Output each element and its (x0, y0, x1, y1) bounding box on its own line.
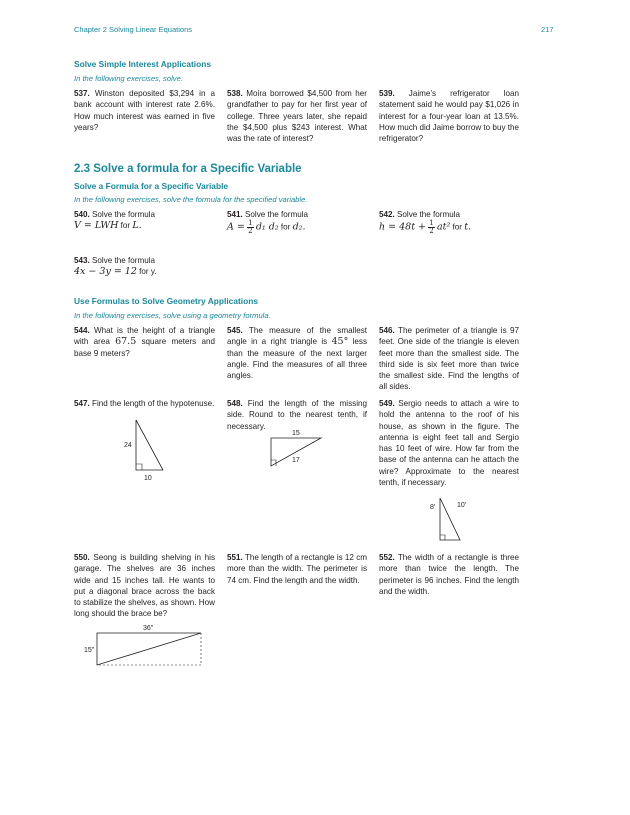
formula: 4x − 3y = 12 (74, 266, 137, 278)
exercise-number: 541. (227, 210, 243, 219)
label-width: 36" (143, 625, 154, 632)
exercise-544 (74, 325, 215, 359)
exercise-539 (379, 88, 519, 144)
antenna-figure-549 (425, 495, 475, 545)
exercise-551 (227, 552, 367, 586)
shelf-brace-figure-550 (80, 620, 210, 670)
fraction-numerator: 1 (429, 219, 434, 228)
exercise-542 (379, 209, 519, 235)
exercise-text: The measure of the smallest angle in a right triangle is (227, 326, 367, 347)
section-number: 2.3 (74, 163, 90, 175)
formula-rest: d₁ d₂ (255, 221, 279, 233)
section-heading-2-3 (74, 163, 302, 175)
exercise-number: 550. (74, 553, 90, 562)
formula-lhs: h = 48t + (379, 221, 427, 233)
label-height: 15" (84, 647, 95, 654)
formula: V = LWH (74, 220, 119, 232)
exercise-543 (74, 255, 215, 278)
exercise-text: Solve the formula (92, 210, 155, 219)
exercise-546 (379, 325, 519, 393)
exercise-text: Solve the formula (92, 256, 155, 265)
fraction-denominator: 2 (429, 227, 434, 236)
exercise-545 (227, 325, 367, 381)
subsection-title-formula: Solve a Formula for a Specific Variable (74, 181, 229, 191)
exercise-text: The length of a rectangle is 12 cm more than the width. The perimeter is 74 cm. Find the length and the width. (227, 553, 367, 585)
right-angle-marker (136, 464, 142, 470)
instruction-formula: In the following exercises, solve the formula for the specified variable. (74, 195, 308, 204)
exercise-text-cont: square meters and base 9 meters? (74, 337, 215, 358)
exercise-text: Find the length of the hypotenuse. (92, 399, 215, 408)
exercise-538 (227, 88, 367, 144)
label-base: 10 (144, 475, 152, 482)
exercise-text: The perimeter of a triangle is 97 feet. One side of the triangle is eleven feet more than the smallest side. The third side is six feet more than twice the smallest side. Find the lengths of all sides. (379, 326, 519, 392)
label-hypotenuse: 17 (292, 457, 300, 464)
section-title: Solve a formula for a Specific Variable (93, 163, 302, 175)
exercise-text-cont: less than the measure of the next larger angle. Find the measures of all three angles. (227, 337, 368, 381)
label-wire: 10' (457, 502, 467, 509)
formula-rest: at² (436, 221, 451, 233)
page-number: 217 (541, 25, 554, 34)
exercise-540 (74, 209, 215, 232)
exercise-number: 551. (227, 553, 243, 562)
exercise-number: 549. (379, 399, 395, 408)
triangle-figure-548 (265, 426, 327, 468)
exercise-number: 540. (74, 210, 90, 219)
brace-triangle (97, 633, 201, 665)
exercise-text: Solve the formula (397, 210, 460, 219)
fraction (428, 220, 434, 235)
exercise-text: Sergio needs to attach a wire to hold the antenna to the roof of his house, as shown in the figure. The antenna is eight feet tall and Sergio has 10 feet of wire. How far from the base of the antenna can he attach the wire? Approximate to the nearest tenth, if necessary. (379, 399, 519, 488)
fraction-numerator: 1 (248, 219, 253, 228)
exercise-541 (227, 209, 367, 235)
exercise-number: 545. (227, 326, 243, 335)
exercise-number: 538. (227, 89, 243, 98)
exercise-text: Seong is building shelving in his garage. The shelves are 36 inches wide and 15 inches tall. He wants to put a diagonal brace across the back to stabilize the shelves, as shown. How long should the brace be? (74, 553, 215, 619)
exercise-number: 537. (74, 89, 90, 98)
label-height: 24 (124, 442, 132, 449)
right-angle-marker (440, 535, 445, 540)
for-text: for (280, 222, 291, 232)
exercise-547 (74, 398, 215, 409)
exercise-text: Jaime’s refrigerator loan statement said he would pay $1,026 in interest for a four-year loan at 13.5%. How much did Jaime borrow to buy the refrigerator? (379, 89, 520, 144)
exercise-550 (74, 552, 215, 620)
exercise-text: Winston deposited $3,294 in a bank account with interest rate 2.6%. How much interest was earned in five years? (74, 89, 216, 132)
right-triangle (136, 420, 163, 470)
area-value: 67.5 (115, 336, 137, 348)
for-text: for (452, 222, 462, 232)
instruction-geometry: In the following exercises, solve using a geometry formula. (74, 311, 271, 320)
exercise-text: What is the height of a triangle with area (74, 326, 215, 347)
angle-value: 45° (331, 336, 349, 348)
exercise-text: Find the length of the missing side. Round to the nearest tenth, if necessary. (227, 399, 368, 431)
triangle-figure-547 (115, 418, 175, 483)
exercise-text: Moira borrowed $4,500 from her grandfather to pay for her first year of college. Three years later, she repaid the $4,500 plus $243 interest. What was the rate of interest? (227, 89, 368, 144)
subsection-title-geometry: Use Formulas to Solve Geometry Applications (74, 296, 258, 306)
label-height: 8' (430, 504, 436, 511)
exercise-537 (74, 88, 215, 133)
target-variable: t. (464, 221, 472, 233)
section-title-simple-interest: Solve Simple Interest Applications (74, 59, 211, 69)
target-variable: L. (132, 220, 142, 232)
exercise-552 (379, 552, 519, 597)
fraction (247, 220, 253, 235)
instruction-simple-interest: In the following exercises, solve. (74, 74, 183, 83)
exercise-number: 542. (379, 210, 395, 219)
exercise-number: 544. (74, 326, 90, 335)
exercise-number: 539. (379, 89, 395, 98)
chapter-header: Chapter 2 Solving Linear Equations (74, 25, 192, 34)
exercise-text: The width of a rectangle is three more than twice the length. The perimeter is 96 inches. Find the length and the width. (379, 553, 519, 596)
exercise-number: 547. (74, 399, 90, 408)
formula-lhs: A = (227, 221, 245, 233)
exercise-number: 552. (379, 553, 395, 562)
for-text: for (120, 221, 131, 231)
label-top: 15 (292, 430, 300, 437)
exercise-549 (379, 398, 519, 488)
for-text: for y. (139, 267, 157, 277)
exercise-text: Solve the formula (245, 210, 308, 219)
target-variable: d₂. (292, 221, 306, 233)
exercise-number: 548. (227, 399, 243, 408)
fraction-denominator: 2 (248, 227, 253, 236)
exercise-number: 543. (74, 256, 90, 265)
right-angle-marker (271, 460, 276, 466)
exercise-number: 546. (379, 326, 395, 335)
